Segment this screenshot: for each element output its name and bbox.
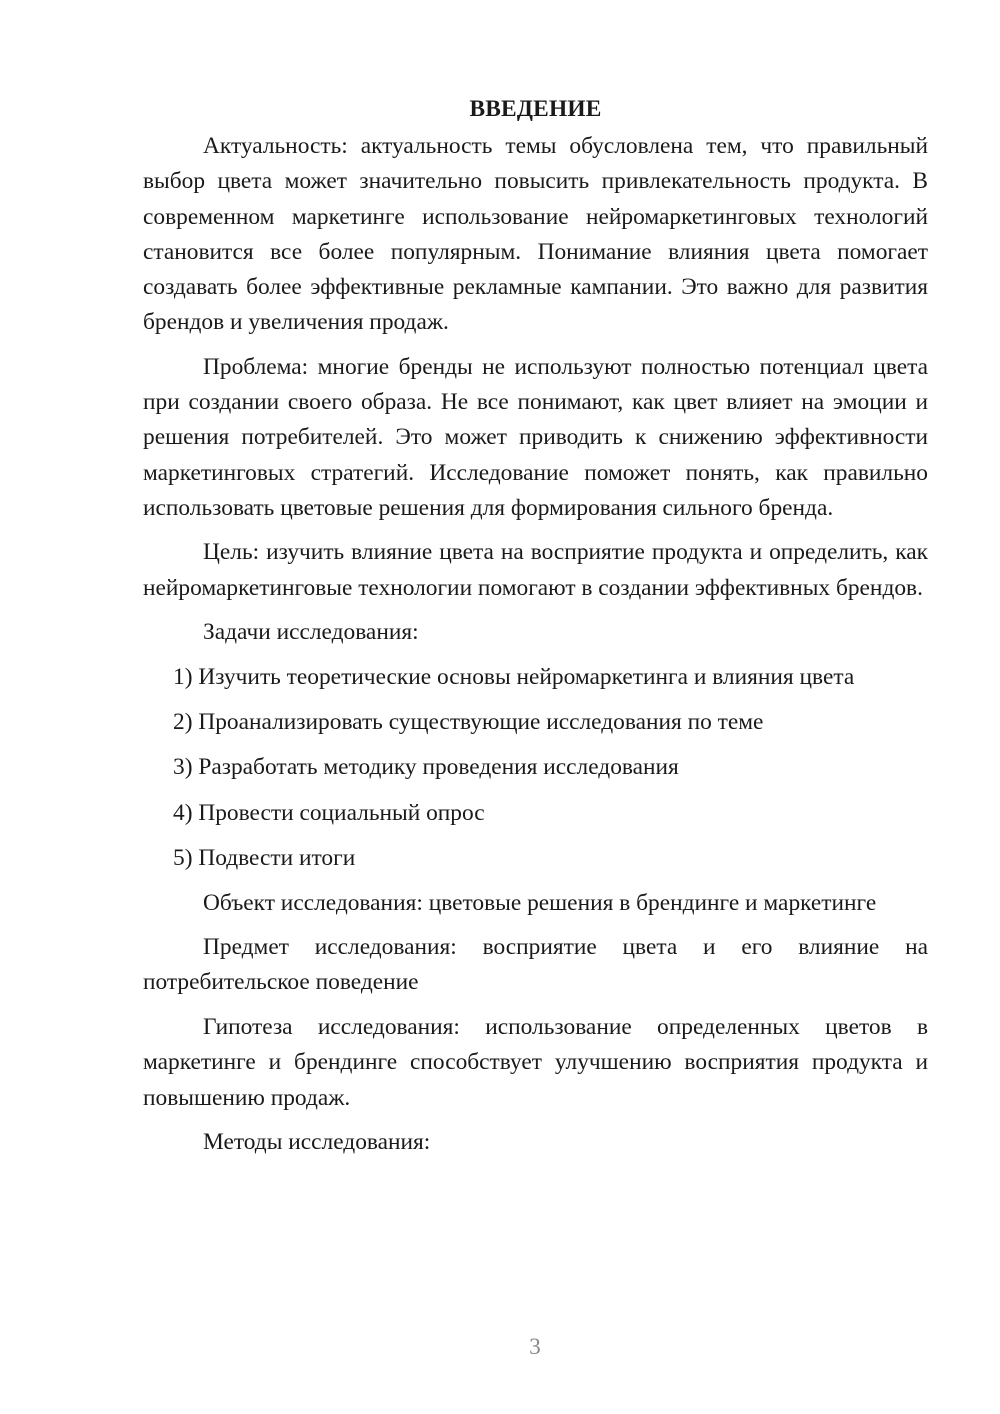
paragraph-hypothesis: Гипотеза исследования: использование определенных цветов в маркетинге и брендинге способствует улучшению восприятия продукта и повышению продаж. — [143, 1014, 928, 1111]
paragraph-goal: Цель: изучить влияние цвета на восприятие продукта и определить, как нейромаркетинговые технологии помогают в создании эффективных брендов. — [143, 539, 928, 601]
paragraph-relevance: Актуальность: актуальность темы обусловлена тем, что правильный выбор цвета может значительно повысить привлекательность продукта. В современном маркетинге использование нейромаркетинговых технологий становится все более популярным. Понимание влияния цвета помогает создавать более эффективные рекламные кампании. Это важно для развития брендов и увеличения продаж. — [143, 133, 928, 336]
list-item: 5) Подвести итоги — [173, 844, 356, 871]
section-title: ВВЕДЕНИЕ — [469, 96, 602, 122]
paragraph-problem: Проблема: многие бренды не используют полностью потенциал цвета при создании своего образа. Не все понимают, как цвет влияет на эмоции и решения потребителей. Это может приводить к снижению эффективности маркетинговых стратегий. Исследование поможет понять, как правильно использовать цветовые решения для формирования сильного бренда. — [143, 353, 928, 521]
tasks-heading: Задачи исследования: — [203, 619, 419, 646]
list-item: 2) Проанализировать существующие исследования по теме — [173, 709, 764, 736]
page-number: 3 — [529, 1334, 541, 1360]
tasks-list — [143, 660, 928, 876]
paragraph-subject: Предмет исследования: восприятие цвета и его влияние на потребительское поведение — [143, 934, 928, 996]
list-item: 4) Провести социальный опрос — [173, 799, 485, 826]
paragraph-object: Объект исследования: цветовые решения в брендинге и маркетинге — [203, 889, 877, 916]
list-item: 1) Изучить теоретические основы нейромаркетинга и влияния цвета — [173, 664, 855, 691]
list-item: 3) Разработать методику проведения исследования — [173, 754, 679, 781]
document-page — [143, 92, 928, 1170]
methods-heading: Методы исследования: — [203, 1129, 431, 1156]
